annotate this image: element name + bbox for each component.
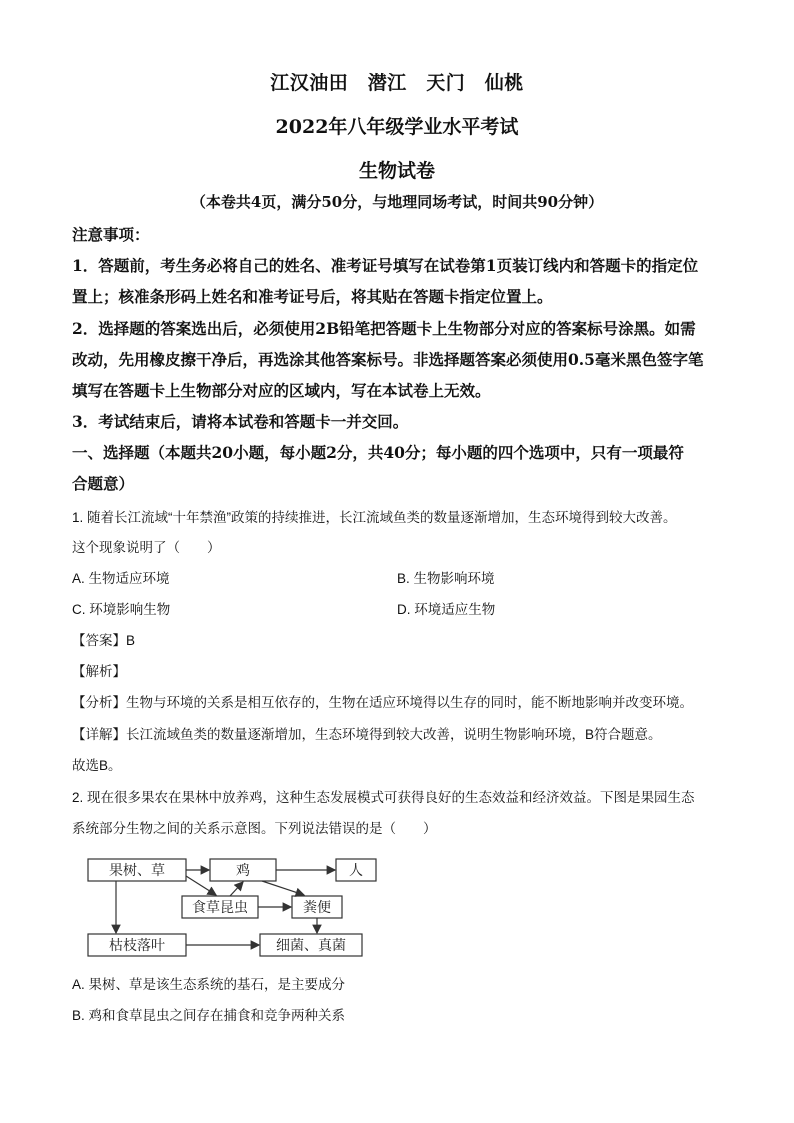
node-microbes: 细菌、真菌: [276, 938, 346, 954]
node-human: 人: [349, 863, 363, 879]
node-fruit-grass: 果树、草: [109, 863, 165, 879]
xiangjie-text: 长江流域鱼类的数量逐渐增加，生态环境得到较大改善，说明生物影响环境，B符合题意。: [126, 727, 662, 742]
notice-item-2-line-3: 填写在答题卡上生物部分对应的区域内，写在本试卷上无效。: [72, 381, 491, 400]
arrow-chicken-to-manure: [262, 881, 304, 895]
notice-item-1-line-1: 1．答题前，考生务必将自己的姓名、准考证号填写在试卷第1页装订线内和答题卡的指定位: [72, 256, 699, 275]
arrow-insect-to-chicken: [230, 882, 243, 896]
section-1-title-line-1: 一、选择题（本题共20小题，每小题2分，共40分；每小题的四个选项中，只有一项最符: [72, 443, 684, 462]
notice-item-1-line-2: 置上；核准条形码上姓名和准考证号后，将其贴在答题卡指定位置上。: [72, 287, 553, 306]
q1-xiangjie: [72, 723, 732, 743]
notice-item-2-line-2: 改动，先用橡皮擦干净后，再选涂其他答案标号。非选择题答案必须使用0.5毫米黑色签字笔: [72, 350, 704, 369]
xiangjie-tag: 【详解】: [72, 727, 126, 742]
exam-info: （本卷共4页，满分50分，与地理同场考试，时间共90分钟）: [190, 193, 604, 211]
answer-tag: 【答案】: [72, 633, 126, 648]
q1-fenxi: [72, 691, 732, 711]
q2-option-a: A. 果树、草是该生态系统的基石，是主要成分: [72, 977, 346, 992]
node-insect: 食草昆虫: [192, 900, 248, 916]
q1-stem-line-2: 这个现象说明了（ ）: [72, 540, 221, 555]
regions-title: 江汉油田 潜江 天门 仙桃: [270, 72, 524, 94]
q2-stem-line-1: 2. 现在很多果农在果林中放养鸡，这种生态发展模式可获得良好的生态效益和经济效益。下图是果园生态: [72, 790, 695, 805]
notice-title: 注意事项：: [72, 225, 150, 244]
q2-option-b: B. 鸡和食草昆虫之间存在捕食和竞争两种关系: [72, 1008, 346, 1023]
notice-item-3: 3．考试结束后，请将本试卷和答题卡一并交回。: [72, 412, 409, 431]
q1-stem-line-1: 1. 随着长江流域“十年禁渔”政策的持续推进，长江流域鱼类的数量逐渐增加，生态环境得到较大改善。: [72, 510, 677, 525]
q1-conclusion: 故选B。: [72, 758, 122, 773]
node-manure: 粪便: [303, 900, 331, 916]
subject-title: 生物试卷: [358, 160, 435, 182]
node-litter: 枯枝落叶: [109, 938, 165, 954]
q2-stem-line-2: 系统部分生物之间的关系示意图。下列说法错误的是（ ）: [72, 821, 437, 836]
fenxi-tag: 【分析】: [72, 695, 126, 710]
exam-title: 2022年八年级学业水平考试: [275, 116, 519, 138]
q1-analysis-tag: 【解析】: [72, 664, 126, 679]
q1-option-d: D. 环境适应生物: [397, 602, 496, 617]
q1-option-c: C. 环境影响生物: [72, 602, 171, 617]
q1-answer: [72, 629, 732, 649]
fenxi-text: 生物与环境的关系是相互依存的，生物在适应环境得以生存的同时，能不断地影响并改变环境。: [126, 695, 693, 710]
q1-option-b: B. 生物影响环境: [397, 571, 495, 586]
section-1-title-line-2: 合题意）: [72, 474, 135, 493]
arrow-fruit-to-insect: [186, 876, 216, 895]
q1-option-a: A. 生物适应环境: [72, 571, 170, 586]
notice-item-2-line-1: 2．选择题的答案选出后，必须使用2B铅笔把答题卡上生物部分对应的答案标号涂黑。如需: [72, 319, 696, 338]
food-web-diagram: [80, 846, 380, 966]
node-chicken: 鸡: [236, 863, 250, 879]
answer-value: B: [126, 633, 136, 648]
